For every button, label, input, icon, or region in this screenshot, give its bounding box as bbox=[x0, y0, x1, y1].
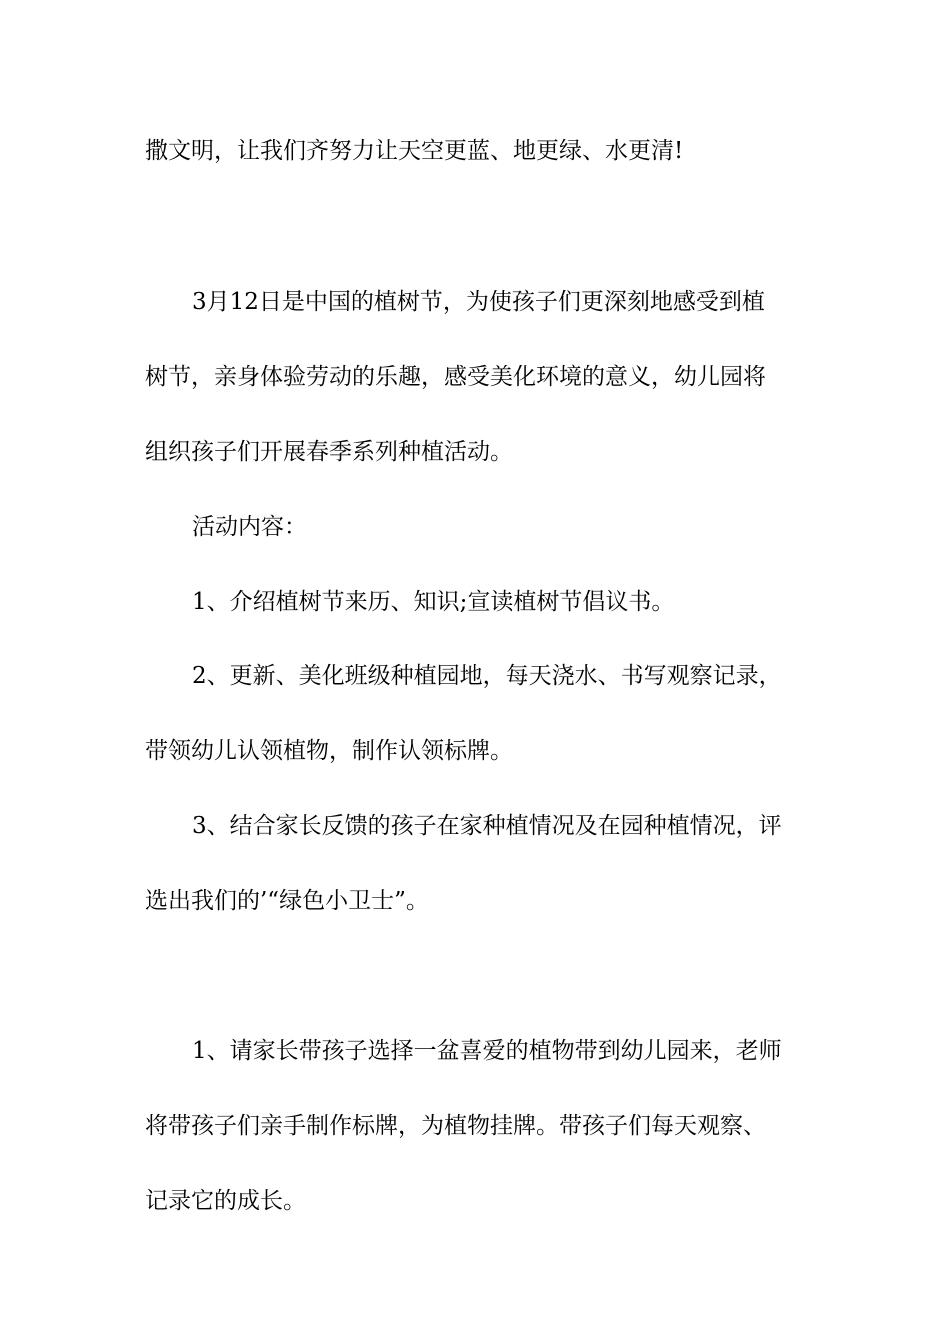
list-item: 1、介绍植树节来历、知识;宣读植树节倡议书。 bbox=[192, 589, 675, 615]
list-item-continuation: 带领幼儿认领植物，制作认领标牌。 bbox=[145, 738, 513, 764]
list-item-continuation: 记录它的成长。 bbox=[145, 1188, 306, 1214]
list-item-continuation: 选出我们的’“绿色小卫士”。 bbox=[145, 888, 429, 914]
list-item-continuation: 将带孩子们亲手制作标牌，为植物挂牌。带孩子们每天观察、 bbox=[145, 1113, 766, 1139]
list-item: 1、请家长带孩子选择一盆喜爱的植物带到幼儿园来，老师 bbox=[192, 1038, 782, 1064]
list-item: 3、结合家长反馈的孩子在家种植情况及在园种植情况，评 bbox=[192, 813, 782, 839]
paragraph-line: 组织孩子们开展春季系列种植活动。 bbox=[145, 439, 513, 465]
section-heading: 活动内容： bbox=[192, 514, 307, 540]
list-item: 2、更新、美化班级种植园地，每天浇水、书写观察记录， bbox=[192, 663, 782, 689]
paragraph-line: 树节，亲身体验劳动的乐趣，感受美化环境的意义，幼儿园将 bbox=[145, 364, 766, 390]
paragraph-line: 3月12日是中国的植树节，为使孩子们更深刻地感受到植 bbox=[192, 289, 765, 315]
paragraph-line: 撒文明，让我们齐努力让天空更蓝、地更绿、水更清! bbox=[145, 138, 684, 164]
